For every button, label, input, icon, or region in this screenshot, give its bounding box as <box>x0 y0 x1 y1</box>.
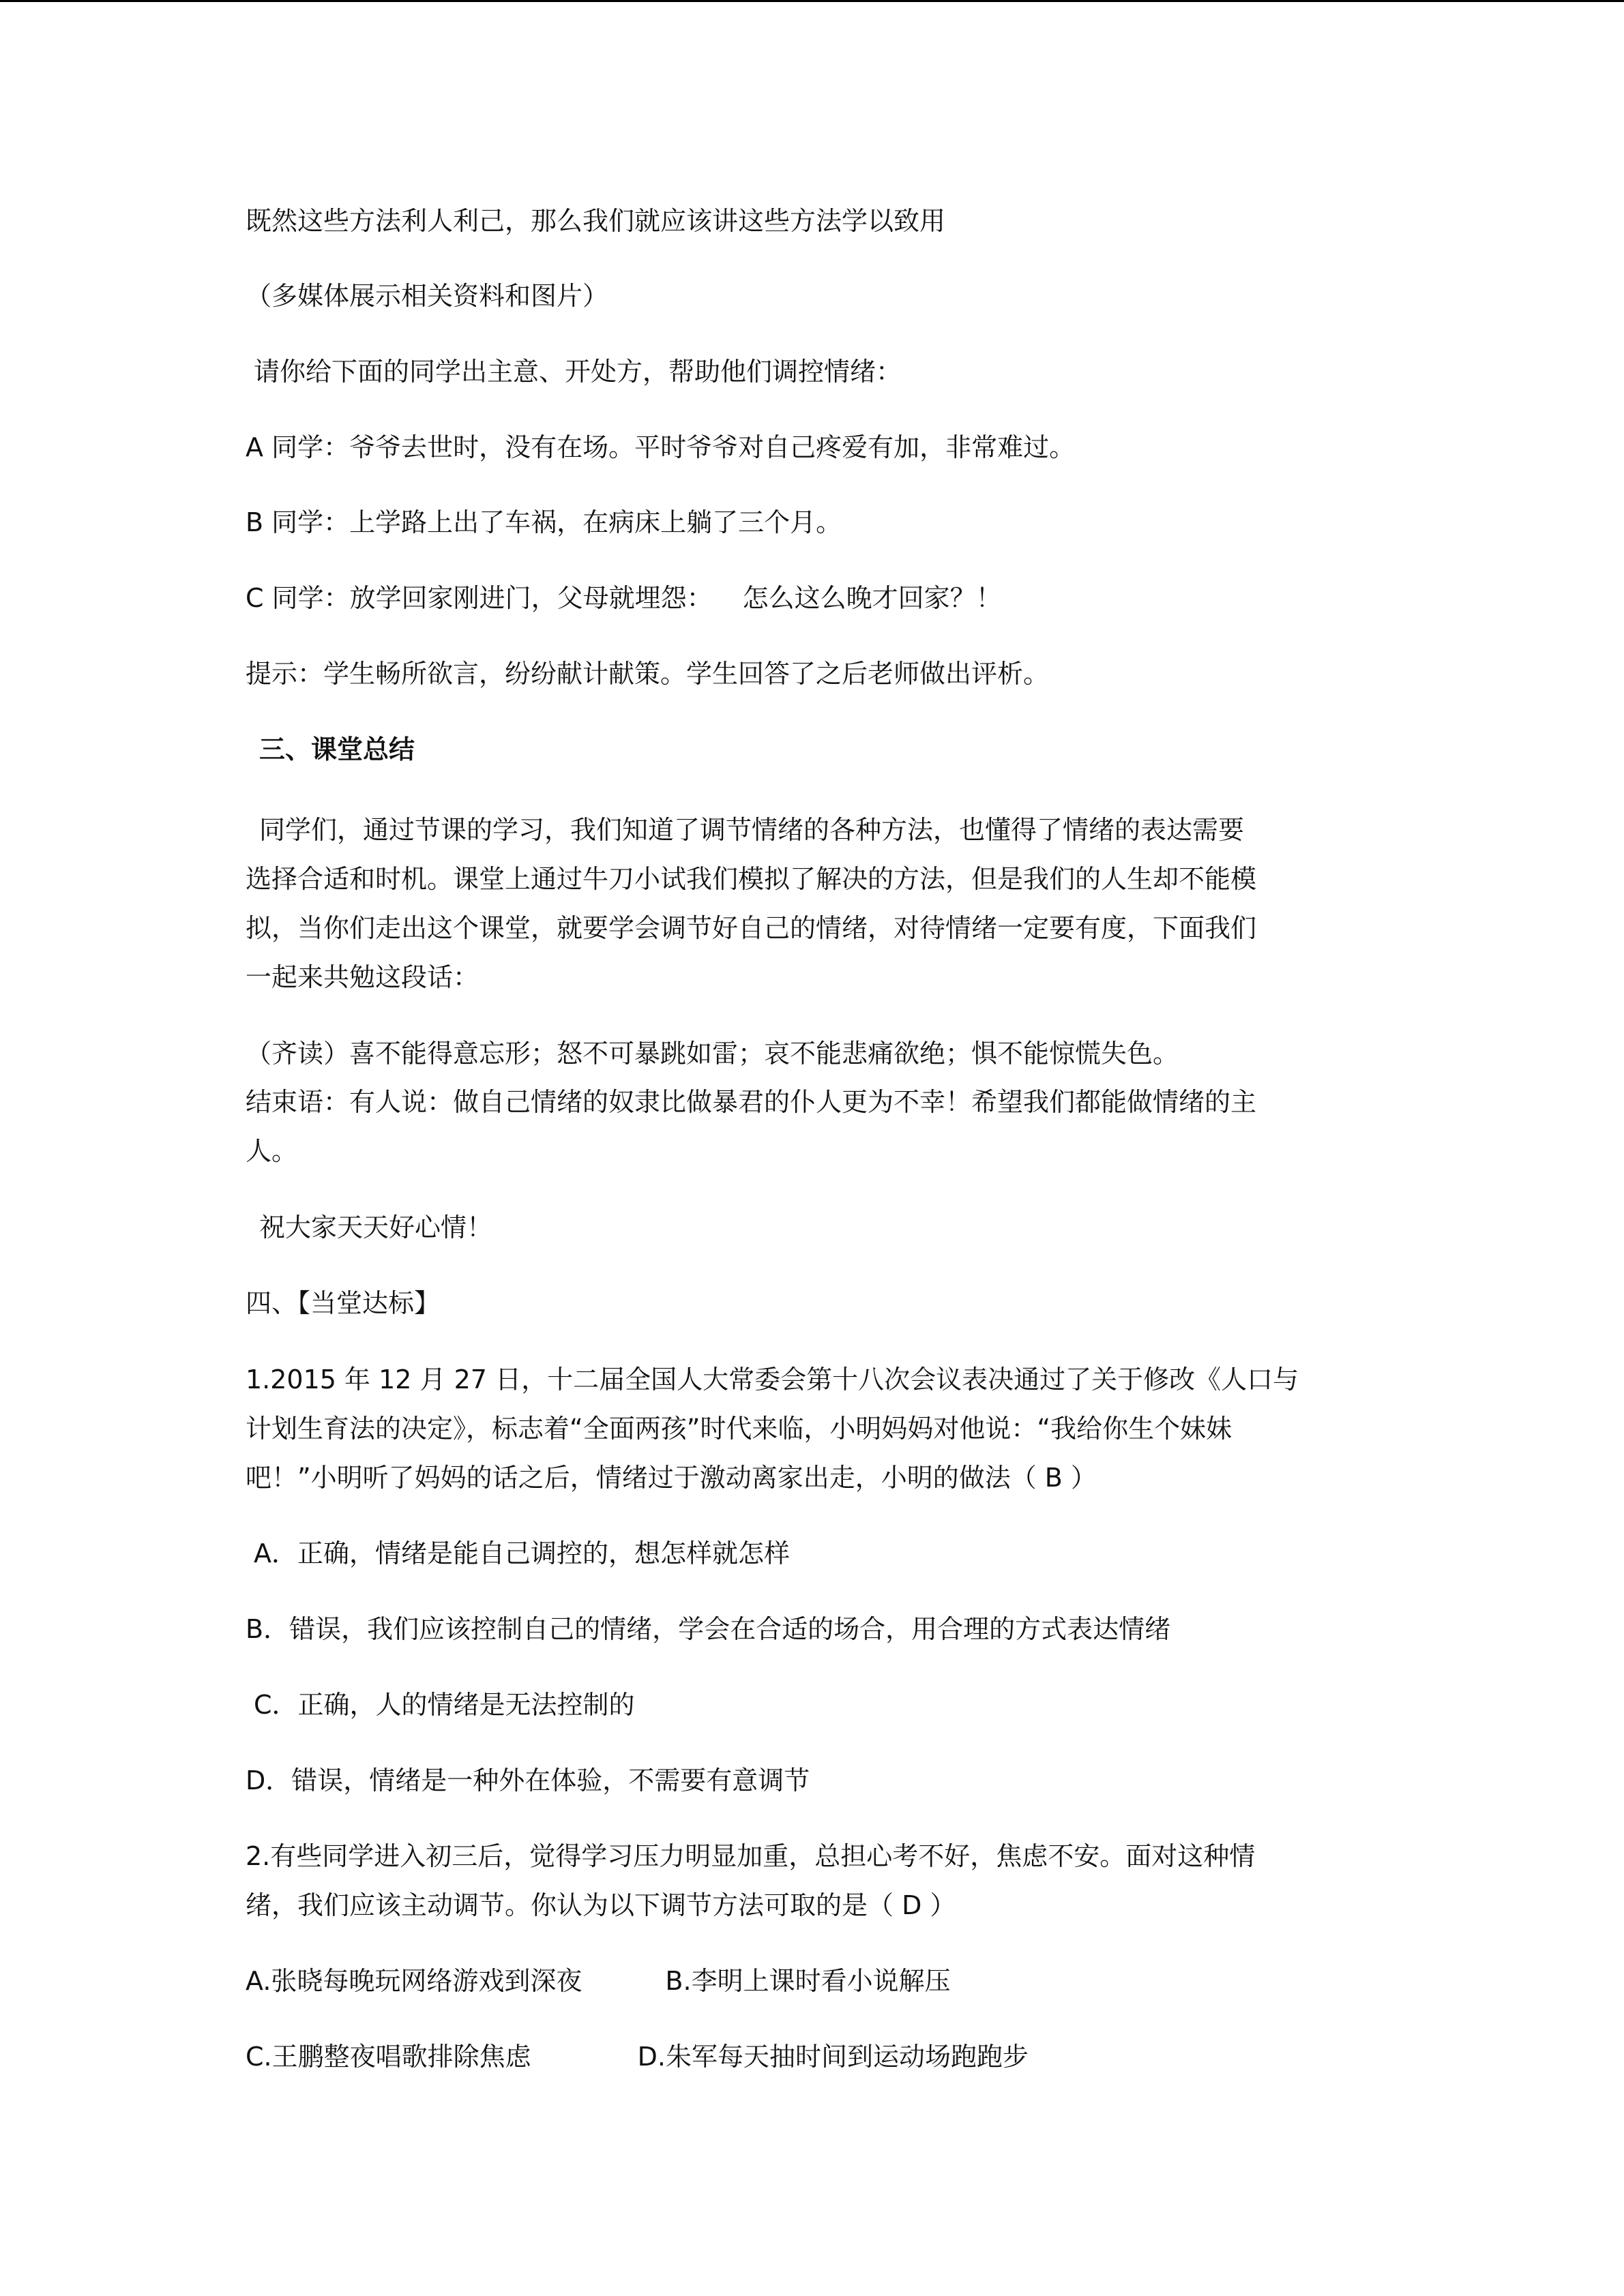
question-2-option-b: B.李明上课时看小说解压 <box>665 1966 951 1996</box>
summary-line-3: 拟，当你们走出这个课堂，就要学会调节好自己的情绪，对待情绪一定要有度，下面我们 <box>246 913 1257 943</box>
question-1-line-3: 吧！”小明听了妈妈的话之后，情绪过于激动离家出走，小明的做法（ B ） <box>246 1463 1097 1493</box>
question-2-option-a: A.张晓每晚玩网络游戏到深夜 <box>246 1966 582 1996</box>
question-2-line-1: 2.有些同学进入初三后，觉得学习压力明显加重，总担心考不好，焦虑不安。面对这种情 <box>246 1841 1256 1871</box>
question-2-option-d: D.朱军每天抽时间到运动场跑跑步 <box>637 2042 1029 2072</box>
question-1-option-d: D．错误，情绪是一种外在体验，不需要有意调节 <box>246 1765 810 1795</box>
wish-line: 祝大家天天好心情！ <box>259 1212 493 1242</box>
question-1-line-1: 1.2015 年 12 月 27 日，十二届全国人大常委会第十八次会议表决通过了关于修改《人口与 <box>246 1365 1299 1395</box>
case-c <box>246 579 1002 617</box>
task-prompt: 请你给下面的同学出主意、开处方，帮助他们调控情绪： <box>254 357 902 387</box>
summary-line-2: 选择合适和时机。课堂上通过牛刀小试我们模拟了解决的方法，但是我们的人生却不能模 <box>246 864 1257 894</box>
question-2-option-c: C.王鹏整夜唱歌排除焦虑 <box>246 2042 531 2072</box>
case-c-text: C 同学：放学回家刚进门，父母就埋怨： <box>246 583 713 613</box>
question-1-option-c: C．正确，人的情绪是无法控制的 <box>254 1690 635 1720</box>
closing-line-1: 结束语：有人说：做自己情绪的奴隶比做暴君的仆人更为不幸！希望我们都能做情绪的主 <box>246 1087 1257 1117</box>
section4-heading: 四、【当堂达标】 <box>246 1288 441 1318</box>
recite-line: （齐读）喜不能得意忘形；怒不可暴跳如雷；哀不能悲痛欲绝；惧不能惊慌失色。 <box>246 1039 1179 1069</box>
intro-paragraph: 既然这些方法利人利己，那么我们就应该讲这些方法学以致用 <box>246 206 946 236</box>
case-a: A 同学：爷爷去世时，没有在场。平时爷爷对自己疼爱有加，非常难过。 <box>246 432 1076 462</box>
question-2-line-2: 绪，我们应该主动调节。你认为以下调节方法可取的是（ D ） <box>246 1890 956 1920</box>
question-2-options-row-2 <box>246 2038 1029 2076</box>
question-1-line-2: 计划生育法的决定》，标志着“全面两孩”时代来临，小明妈妈对他说：“我给你生个妹妹 <box>246 1414 1232 1444</box>
case-c-quote: 怎么这么晚才回家？！ <box>742 583 1002 613</box>
section3-heading: 三、课堂总结 <box>259 734 415 764</box>
hint-paragraph: 提示：学生畅所欲言，纷纷献计献策。学生回答了之后老师做出评析。 <box>246 659 1050 689</box>
media-note: （多媒体展示相关资料和图片） <box>246 281 609 311</box>
closing-line-2: 人。 <box>246 1136 298 1166</box>
question-1-option-a: A．正确，情绪是能自己调控的，想怎样就怎样 <box>254 1538 790 1568</box>
question-1-option-b: B．错误，我们应该控制自己的情绪，学会在合适的场合，用合理的方式表达情绪 <box>246 1614 1171 1644</box>
page-top-border <box>0 0 1624 2</box>
case-b: B 同学：上学路上出了车祸，在病床上躺了三个月。 <box>246 507 842 537</box>
summary-line-1: 同学们，通过节课的学习，我们知道了调节情绪的各种方法，也懂得了情绪的表达需要 <box>259 815 1245 845</box>
question-2-options-row-1 <box>246 1962 951 2000</box>
summary-line-4: 一起来共勉这段话： <box>246 962 479 992</box>
